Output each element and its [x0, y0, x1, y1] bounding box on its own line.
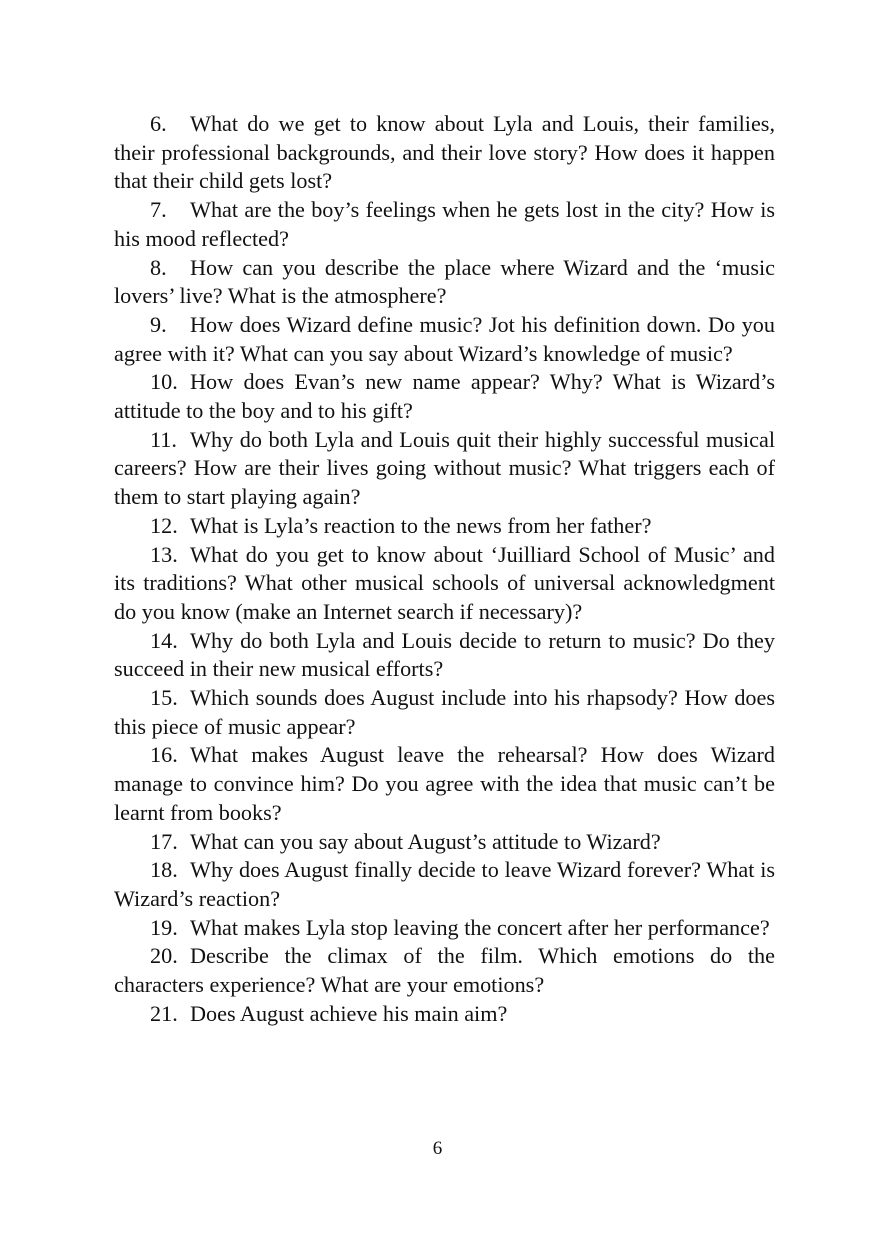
question-text: What can you say about August’s attitude to Wizard? — [190, 828, 661, 854]
question-text: Why does August finally decide to leave Wizard forever? What is Wizard’s reaction? — [114, 857, 775, 911]
question-text: What do we get to know about Lyla and Louis, their families, their professional backgrounds, and their love story? How does it happen that their child gets lost? — [114, 111, 775, 194]
question-item — [114, 741, 775, 827]
question-item — [114, 942, 775, 999]
question-number: 7. — [150, 197, 167, 223]
question-number: 10. — [150, 369, 178, 395]
question-item — [114, 856, 775, 913]
question-number: 16. — [150, 742, 178, 768]
question-text: How can you describe the place where Wizard and the ‘music lovers’ live? What is the atmosphere? — [114, 254, 775, 309]
question-text: What makes Lyla stop leaving the concert after her performance? — [190, 914, 770, 940]
question-text: What makes August leave the rehearsal? How does Wizard manage to convince him? Do you agree with the idea that music can’t be learnt from books? — [114, 742, 775, 825]
question-item — [114, 914, 775, 943]
question-number: 12. — [150, 512, 178, 538]
question-number: 9. — [150, 311, 167, 337]
question-number: 17. — [150, 828, 178, 854]
question-item — [114, 110, 775, 196]
question-number: 19. — [150, 914, 178, 940]
question-number: 14. — [150, 627, 178, 653]
question-item — [114, 196, 775, 253]
question-text: Why do both Lyla and Louis quit their highly successful musical careers? How are their lives going without music? What triggers each of them to start playing again? — [114, 426, 775, 510]
question-number: 20. — [150, 943, 178, 969]
question-text: How does Wizard define music? Jot his definition down. Do you agree with it? What can you say about Wizard’s knowledge of music? — [114, 311, 775, 366]
question-text: What do you get to know about ‘Juilliard School of Music’ and its traditions? What other musical schools of universal acknowledgment do you know (make an Internet search if necessary)? — [114, 541, 775, 624]
question-item — [114, 311, 775, 368]
question-number: 6. — [150, 111, 167, 136]
question-text: What is Lyla’s reaction to the news from her father? — [190, 512, 652, 538]
question-item — [114, 627, 775, 684]
question-item — [114, 368, 775, 425]
question-number: 13. — [150, 541, 178, 567]
question-number: 8. — [150, 254, 167, 280]
question-number: 18. — [150, 857, 178, 883]
question-text: Why do both Lyla and Louis decide to return to music? Do they succeed in their new musical efforts? — [114, 627, 775, 682]
question-item — [114, 426, 775, 512]
question-number: 21. — [150, 1000, 178, 1026]
question-item — [114, 541, 775, 627]
question-item — [114, 828, 775, 857]
question-number: 11. — [150, 426, 177, 452]
question-item — [114, 512, 775, 541]
question-item — [114, 254, 775, 311]
question-text: Does August achieve his main aim? — [190, 1000, 508, 1026]
question-list — [114, 110, 775, 1029]
question-number: 15. — [150, 685, 178, 711]
question-text: What are the boy’s feelings when he gets lost in the city? How is his mood reflected? — [114, 197, 775, 251]
question-item — [114, 684, 775, 741]
question-item — [114, 1000, 775, 1029]
question-text: How does Evan’s new name appear? Why? What is Wizard’s attitude to the boy and to his gift? — [114, 369, 775, 424]
question-text: Describe the climax of the film. Which emotions do the characters experience? What are your emotions? — [114, 943, 775, 998]
page-number: 6 — [432, 1138, 443, 1159]
question-text: Which sounds does August include into his rhapsody? How does this piece of music appear? — [114, 685, 775, 739]
